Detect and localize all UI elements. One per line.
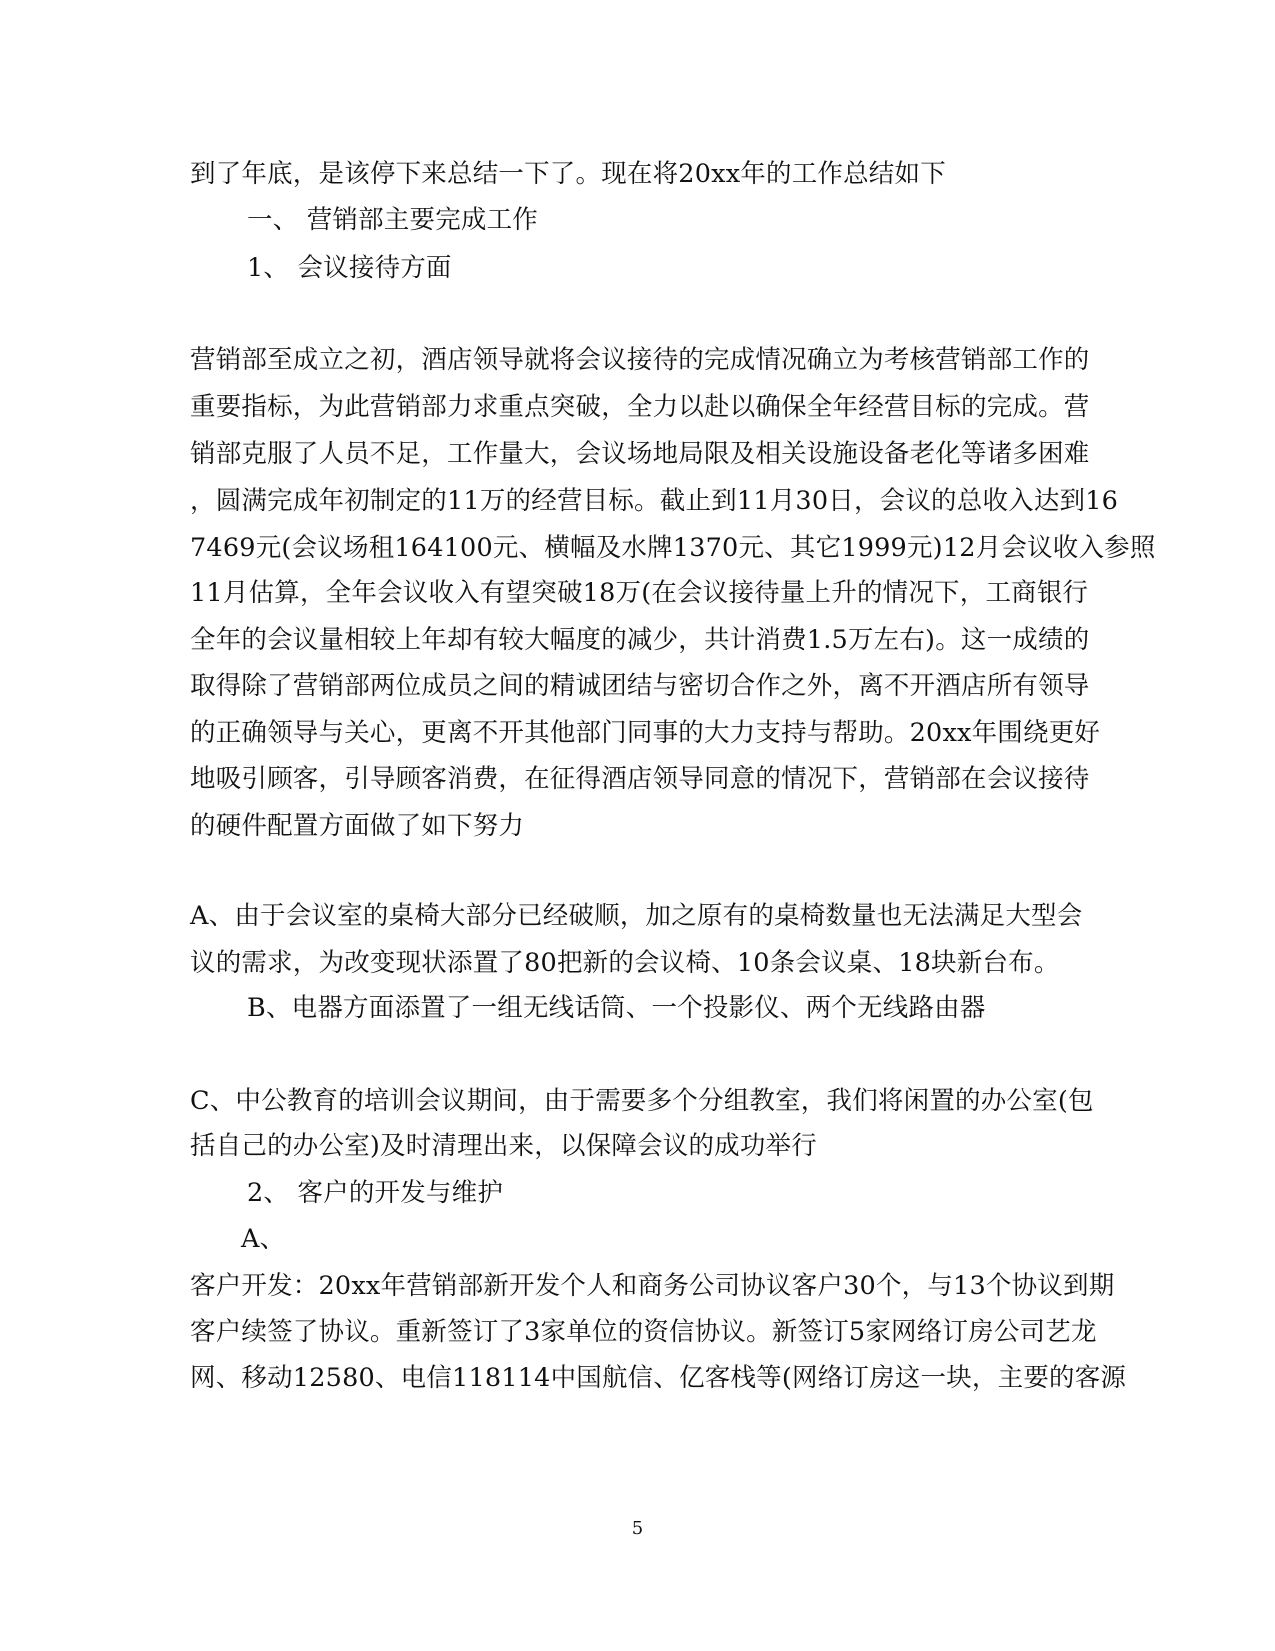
text-line: 客户续签了协议。重新签订了3家单位的资信协议。新签订5家网络订房公司艺龙 — [190, 1317, 1097, 1347]
text-line: 括自己的办公室)及时清理出来，以保障会议的成功举行 — [190, 1131, 817, 1161]
text-line: 重要指标，为此营销部力求重点突破，全力以赴以确保全年经营目标的完成。营 — [190, 392, 1090, 422]
page-number: 5 — [631, 1518, 644, 1539]
text-line: 的硬件配置方面做了如下努力 — [190, 811, 525, 841]
text-line: 地吸引顾客，引导顾客消费，在征得酒店领导同意的情况下，营销部在会议接待 — [190, 764, 1090, 794]
text-line: 营销部至成立之初，酒店领导就将会议接待的完成情况确立为考核营销部工作的 — [190, 345, 1090, 375]
text-line: 7469元(会议场租164100元、横幅及水牌1370元、其它1999元)12月会议收入参照 — [190, 533, 1156, 563]
text-line: 11月估算，全年会议收入有望突破18万(在会议接待量上升的情况下，工商银行 — [190, 578, 1089, 608]
subsection-heading: 1、 会议接待方面 — [247, 253, 452, 283]
text-line: 的正确领导与关心，更离不开其他部门同事的大力支持与帮助。20xx年围绕更好 — [190, 718, 1101, 748]
section-heading: 一、 营销部主要完成工作 — [247, 205, 539, 235]
text-line: 网、移动12580、电信118114中国航信、亿客栈等(网络订房这一块，主要的客源 — [190, 1363, 1127, 1393]
subsection-heading: 2、 客户的开发与维护 — [247, 1178, 504, 1208]
text-line: A、由于会议室的桌椅大部分已经破顺，加之原有的桌椅数量也无法满足大型会 — [190, 901, 1083, 931]
text-line: 取得除了营销部两位成员之间的精诚团结与密切合作之外，离不开酒店所有领导 — [190, 671, 1090, 701]
text-line: 全年的会议量相较上年却有较大幅度的减少，共计消费1.5万左右)。这一成绩的 — [190, 625, 1090, 655]
text-line: 到了年底，是该停下来总结一下了。现在将20xx年的工作总结如下 — [190, 159, 946, 189]
text-line: 议的需求，为改变现状添置了80把新的会议椅、10条会议桌、18块新台布。 — [190, 948, 1060, 978]
text-line: 客户开发：20xx年营销部新开发个人和商务公司协议客户30个，与13个协议到期 — [190, 1271, 1115, 1301]
text-line: C、中公教育的培训会议期间，由于需要多个分组教室，我们将闲置的办公室(包 — [190, 1086, 1094, 1116]
text-line: A、 — [241, 1224, 286, 1254]
text-line: B、电器方面添置了一组无线话筒、一个投影仪、两个无线路由器 — [247, 993, 986, 1023]
text-line: ，圆满完成年初制定的11万的经营目标。截止到11月30日，会议的总收入达到16 — [190, 486, 1119, 516]
text-line: 销部克服了人员不足，工作量大，会议场地局限及相关设施设备老化等诸多困难 — [190, 439, 1090, 469]
